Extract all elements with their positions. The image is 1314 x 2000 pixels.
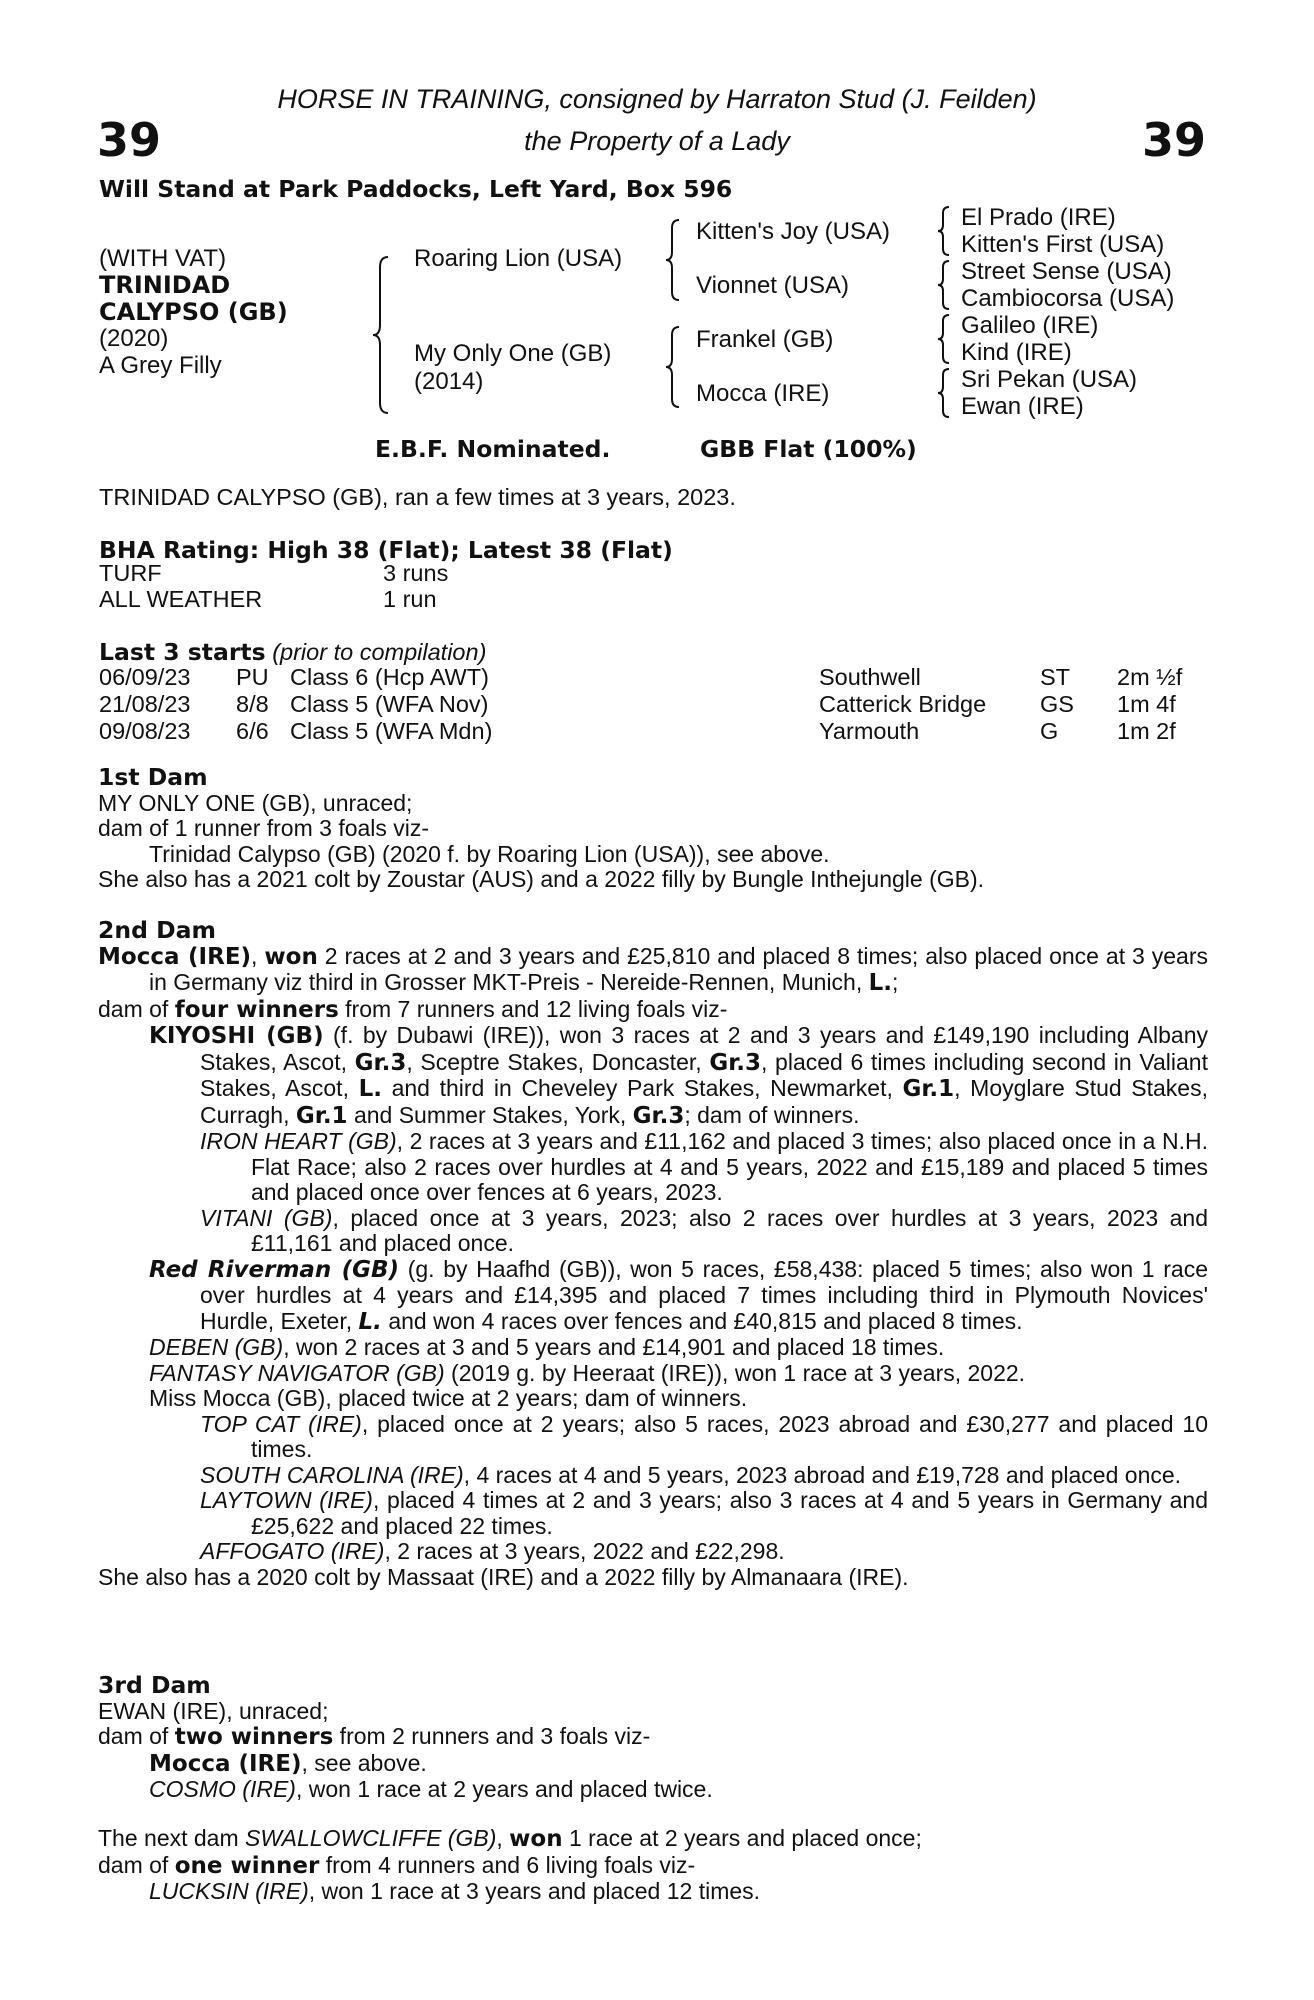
property-line: the Property of a Lady <box>524 126 790 156</box>
progeny-miss-mocca: Miss Mocca (GB), placed twice at 2 years; dam of winners. <box>149 1385 748 1411</box>
progeny-kiyoshi <box>98 1023 1208 1129</box>
progeny-laytown <box>98 1488 1208 1539</box>
horse-year: (2020) <box>99 325 169 352</box>
group-badge: Gr.1 <box>902 1076 955 1102</box>
next-dam-section <box>98 1826 1208 1905</box>
race-summary: TRINIDAD CALYPSO (GB), ran a few times at 3 years, 2023. <box>99 484 736 510</box>
mocca-comma: , <box>251 942 265 969</box>
pedigree-g2: Kitten's First (USA) <box>961 231 1165 258</box>
progeny-deben <box>98 1335 1208 1361</box>
first-dam-heading: 1st Dam <box>98 763 208 791</box>
pedigree-g4: Cambiocorsa (USA) <box>961 285 1175 312</box>
start-pos: PU <box>236 664 269 690</box>
pedigree-g5: Galileo (IRE) <box>961 312 1099 339</box>
damof-winners: four winners <box>174 996 339 1023</box>
mocca-see-above: , see above. <box>301 1749 427 1776</box>
laytown-name: LAYTOWN (IRE) <box>200 1487 373 1513</box>
table-row <box>99 691 1182 718</box>
next-dam-comma: , <box>496 1825 510 1851</box>
red-riverman-b: and won 4 races over fences and £40,815 and placed 8 times. <box>381 1307 1023 1334</box>
damof-winners: two winners <box>174 1724 334 1750</box>
next-dam-line1 <box>98 1826 1208 1853</box>
progeny-red-riverman <box>98 1257 1208 1336</box>
pedigree-dam-dam: Mocca (IRE) <box>696 380 830 407</box>
pedigree-g6: Kind (IRE) <box>961 339 1072 366</box>
laytown-record: , placed 4 times at 2 and 3 years; also 3 races at 4 and 5 years in Germany and £25,622 and placed 22 times. <box>251 1487 1208 1539</box>
second-dam-section <box>98 918 1208 1590</box>
cosmo-name: COSMO (IRE) <box>149 1776 296 1802</box>
lucksin-record: , won 1 race at 3 years and placed 12 times. <box>308 1878 761 1904</box>
swallowcliffe-name: SWALLOWCLIFFE (GB) <box>245 1825 497 1851</box>
pedigree-dam-sire: Frankel (GB) <box>696 326 834 353</box>
group-badge: Gr.3 <box>709 1049 761 1076</box>
vitani-record: , placed once at 3 years, 2023; also 2 races over hurdles at 3 years, 2023 and £11,161 and placed once. <box>251 1204 1208 1256</box>
start-going: ST <box>1040 664 1071 690</box>
start-class: Class 6 (Hcp AWT) <box>290 664 489 690</box>
progeny-cosmo <box>98 1777 1208 1803</box>
pedigree-sire-sire: Kitten's Joy (USA) <box>696 218 890 245</box>
group-badge: Gr.3 <box>354 1049 407 1076</box>
damof-prefix: dam of <box>98 1723 175 1749</box>
kiyoshi-b: , Sceptre Stakes, Doncaster, <box>406 1048 710 1075</box>
pedigree-brace-sire <box>663 218 687 302</box>
location-line: Will Stand at Park Paddocks, Left Yard, Box 596 <box>99 175 733 203</box>
rating-runs-aw: 1 run <box>383 586 437 612</box>
first-dam-also: She also has a 2021 colt by Zoustar (AUS) and a 2022 filly by Bungle Inthejungle (GB). <box>98 866 985 892</box>
second-dam-damof <box>98 997 1208 1024</box>
kiyoshi-e: , Moyglare Stud Stakes, Curragh, <box>200 1075 1208 1128</box>
progeny-affogato <box>98 1539 1208 1565</box>
progeny-iron-heart <box>98 1129 1208 1206</box>
pedigree-g8: Ewan (IRE) <box>961 393 1084 420</box>
group-badge: Gr.3 <box>632 1102 685 1129</box>
cosmo-record: , won 1 race at 2 years and placed twice. <box>295 1776 713 1802</box>
deben-name: DEBEN (GB) <box>149 1334 284 1360</box>
second-dam-also: She also has a 2020 colt by Massaat (IRE) and a 2022 filly by Almanaara (IRE). <box>98 1563 909 1590</box>
pedigree-brace-dam <box>663 325 687 409</box>
start-pos: 8/8 <box>236 691 269 717</box>
start-pos: 6/6 <box>236 718 269 744</box>
start-distance: 1m 2f <box>1117 718 1176 744</box>
kiyoshi-g: ; dam of winners. <box>684 1101 860 1128</box>
kiyoshi-f: and Summer Stakes, York, <box>347 1101 633 1128</box>
pedigree-g1: El Prado (IRE) <box>961 204 1116 231</box>
start-date: 06/09/23 <box>99 664 191 690</box>
listed-badge: L. <box>358 1308 382 1335</box>
damof-winners: one winner <box>174 1852 320 1879</box>
pedigree-brace-g1 <box>935 205 955 257</box>
listed-badge: L. <box>868 970 893 996</box>
first-dam-progeny: Trinidad Calypso (GB) (2020 f. by Roaring Lion (USA)), see above. <box>149 840 830 867</box>
group-badge: Gr.1 <box>295 1102 348 1129</box>
start-course: Yarmouth <box>819 718 920 744</box>
start-course: Catterick Bridge <box>819 691 987 717</box>
pedigree-brace-g4 <box>935 367 955 419</box>
horse-name-line1: TRINIDAD <box>99 271 231 299</box>
last-starts-title: Last 3 starts <box>99 638 266 666</box>
start-date: 21/08/23 <box>99 691 191 717</box>
red-riverman-a: (g. by Haafhd (GB)), won 5 races, £58,438: placed 5 times; also won 1 race over hurdles at 4 years and £14,395 and placed 7 times including third in Plymouth Novices' Hurdle, Exeter, <box>200 1255 1208 1334</box>
pedigree-g7: Sri Pekan (USA) <box>961 366 1138 393</box>
third-dam-line1: EWAN (IRE), unraced; <box>98 1697 329 1724</box>
fantasy-name: FANTASY NAVIGATOR (GB) <box>149 1359 445 1386</box>
kiyoshi-a: (f. by Dubawi (IRE)), won 3 races at 2 and 3 years and £149,190 including Albany Stakes, Ascot, <box>200 1022 1208 1075</box>
progeny-south-carolina <box>98 1463 1208 1489</box>
consignment-line: HORSE IN TRAINING, consigned by Harraton Stud (J. Feilden) <box>277 84 1037 114</box>
second-dam-mocca <box>98 944 1208 997</box>
deben-record: , won 2 races at 3 and 5 years and £14,901 and placed 18 times. <box>283 1334 945 1360</box>
mocca-won: won <box>264 943 318 970</box>
mocca-end: ; <box>892 969 899 995</box>
rating-surface-turf: TURF <box>99 560 162 586</box>
top-cat-record: , placed once at 2 years; also 5 races, 2023 abroad and £30,277 and placed 10 times. <box>251 1410 1208 1462</box>
damof-prefix: dam of <box>98 995 175 1022</box>
rating-runs-turf: 3 runs <box>383 560 449 586</box>
next-dam-record: 1 race at 2 years and placed once; <box>562 1825 922 1851</box>
next-dam-prefix: The next dam <box>98 1825 246 1851</box>
progeny-top-cat <box>98 1412 1208 1463</box>
pedigree-g3: Street Sense (USA) <box>961 258 1172 285</box>
damof-prefix: dam of <box>98 1851 175 1878</box>
damof-suffix: from 2 runners and 3 foals viz- <box>333 1723 651 1749</box>
horse-description: A Grey Filly <box>99 352 222 379</box>
first-dam-line1: MY ONLY ONE (GB), unraced; <box>98 789 413 816</box>
second-dam-heading: 2nd Dam <box>98 916 216 944</box>
south-carolina-name: SOUTH CAROLINA (IRE) <box>200 1461 464 1488</box>
kiyoshi-name: KIYOSHI (GB) <box>149 1023 324 1049</box>
start-distance: 1m 4f <box>1117 691 1176 717</box>
start-going: GS <box>1040 691 1074 717</box>
horse-name-line2: CALYPSO (GB) <box>99 298 288 326</box>
table-row <box>99 718 1182 745</box>
red-riverman-name: Red Riverman (GB) <box>149 1256 400 1283</box>
start-course: Southwell <box>819 664 921 690</box>
top-cat-name: TOP CAT (IRE) <box>200 1410 362 1437</box>
last-starts-heading <box>99 638 486 666</box>
kiyoshi-c: , placed 6 times including second in Valiant Stakes, Ascot, <box>200 1048 1208 1101</box>
mocca-record: 2 races at 2 and 3 years and £25,810 and placed 8 times; also placed once at 3 years in Germany viz third in Grosser MKT-Preis - Nereide-Rennen, Munich, <box>149 942 1209 995</box>
pedigree-dam-year: (2014) <box>414 368 484 395</box>
third-dam-section <box>98 1673 1208 1803</box>
pedigree-brace-g2 <box>935 259 955 311</box>
ebf-nominated: E.B.F. Nominated. <box>375 435 611 463</box>
pedigree-sire-dam: Vionnet (USA) <box>696 272 849 299</box>
next-dam-won: won <box>509 1826 563 1852</box>
start-going: G <box>1040 718 1059 744</box>
mocca-name: Mocca (IRE) <box>149 1750 302 1777</box>
lot-number-right: 39 <box>1141 113 1206 167</box>
listed-badge: L. <box>358 1076 382 1102</box>
starts-table <box>99 664 1182 745</box>
first-dam-line2: dam of 1 runner from 3 foals viz- <box>98 815 430 841</box>
pedigree-brace-main <box>370 255 400 415</box>
start-distance: 2m ½f <box>1117 664 1183 690</box>
lot-number-left: 39 <box>97 113 162 167</box>
iron-heart-name: IRON HEART (GB) <box>200 1128 397 1154</box>
last-starts-note: (prior to compilation) <box>272 639 487 665</box>
vitani-name: VITANI (GB) <box>200 1204 333 1231</box>
lucksin-name: LUCKSIN (IRE) <box>149 1878 309 1904</box>
start-class: Class 5 (WFA Nov) <box>290 691 489 717</box>
mocca-name: Mocca (IRE) <box>98 943 252 970</box>
vat-label: (WITH VAT) <box>99 245 227 272</box>
rating-surface-aw: ALL WEATHER <box>99 586 263 612</box>
damof-suffix: from 4 runners and 6 living foals viz- <box>319 1851 696 1878</box>
next-dam-damof <box>98 1853 1208 1880</box>
kiyoshi-d: and third in Cheveley Park Stakes, Newmarket, <box>381 1075 903 1101</box>
progeny-lucksin <box>98 1879 1208 1905</box>
progeny-vitani <box>98 1206 1208 1257</box>
start-class: Class 5 (WFA Mdn) <box>290 718 493 744</box>
affogato-name: AFFOGATO (IRE) <box>200 1538 385 1564</box>
third-dam-heading: 3rd Dam <box>98 1671 211 1699</box>
third-dam-damof <box>98 1724 1208 1751</box>
gbb-flat: GBB Flat (100%) <box>700 435 917 463</box>
bha-rating: BHA Rating: High 38 (Flat); Latest 38 (Flat) <box>99 536 673 564</box>
pedigree-sire: Roaring Lion (USA) <box>414 245 623 272</box>
pedigree-dam: My Only One (GB) <box>414 340 612 367</box>
pedigree-brace-g3 <box>935 313 955 365</box>
table-row <box>99 664 1182 691</box>
damof-suffix: from 7 runners and 12 living foals viz- <box>338 995 728 1022</box>
start-date: 09/08/23 <box>99 718 191 744</box>
iron-heart-record: , 2 races at 3 years and £11,162 and placed 3 times; also placed once in a N.H. Flat Race; also 2 races over hurdles at 4 and 5 years, 2022 and £15,189 and placed 5 times and placed once over fences at 6 years, 2023. <box>251 1128 1208 1205</box>
affogato-record: , 2 races at 3 years, 2022 and £22,298. <box>384 1538 785 1564</box>
progeny-mocca <box>98 1751 1208 1778</box>
fantasy-record: (2019 g. by Heeraat (IRE)), won 1 race at 3 years, 2022. <box>444 1359 1026 1386</box>
first-dam-section <box>98 765 1208 893</box>
south-carolina-record: , 4 races at 4 and 5 years, 2023 abroad and £19,728 and placed once. <box>463 1461 1182 1488</box>
progeny-fantasy-navigator <box>98 1361 1208 1387</box>
